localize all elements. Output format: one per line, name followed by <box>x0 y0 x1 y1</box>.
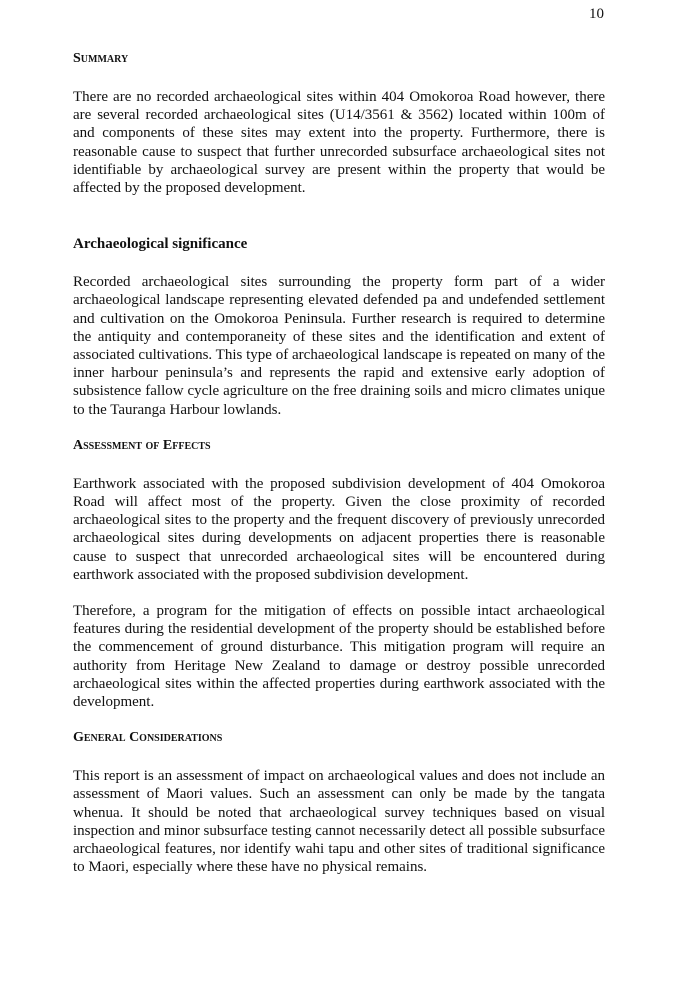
significance-paragraph: Recorded archaeological sites surrounding the property form part of a wider archaeological landscape representing elevated defended pa and undefended settlement and cultivation on the Omokoroa Peninsula. Further research is required to determine the antiquity and contemporaneity of these sites and the identification and extent of associated cultivations. This type of archaeological landscape is repeated on many of the inner harbour peninsula’s and represents the rapid and extensive early adoption of subsistence fallow cycle agriculture on the free draining soils and micro climates unique to the Tauranga Harbour lowlands. <box>73 274 605 418</box>
summary-heading: Summary <box>73 51 129 66</box>
summary-paragraph: There are no recorded archaeological sites within 404 Omokoroa Road however, there are several recorded archaeological sites (U14/3561 & 3562) located within 100m of and components of these sites may extent into the property. Furthermore, there is reasonable cause to suspect that further unrecorded subsurface archaeological sites not identifiable by archaeological survey are present within the property that would be affected by the proposed development. <box>73 89 605 197</box>
document-body <box>73 50 605 877</box>
assessment-paragraph-2: Therefore, a program for the mitigation of effects on possible intact archaeological features during the residential development of the property should be established before the commencement of ground disturbance. This mitigation program will require an authority from Heritage New Zealand to damage or destroy possible unrecorded archaeological sites within the affected properties during earthwork associated with the development. <box>73 603 605 711</box>
assessment-heading: Assessment of Effects <box>73 437 211 453</box>
significance-heading: Archaeological significance <box>73 236 248 253</box>
assessment-paragraph-1: Earthwork associated with the proposed subdivision development of 404 Omokoroa Road will affect most of the property. Given the close proximity of recorded archaeological sites to the property and the frequent discovery of previously unrecorded archaeological sites during developments on adjacent properties there is reasonable cause to suspect that unrecorded archaeological sites will be encountered during earthwork associated with the proposed subdivision development. <box>73 475 605 583</box>
considerations-heading: General Considerations <box>73 730 223 746</box>
page-number: 10 <box>589 6 604 22</box>
considerations-paragraph: This report is an assessment of impact on archaeological values and does not include an assessment of Maori values. Such an assessment can only be made by the tangata whenua. It should be noted that archaeological survey techniques based on visual inspection and minor subsurface testing cannot necessarily detect all possible subsurface archaeological features, nor identify wahi tapu and other sites of traditional significance to Maori, especially where these have no physical remains. <box>73 768 605 876</box>
